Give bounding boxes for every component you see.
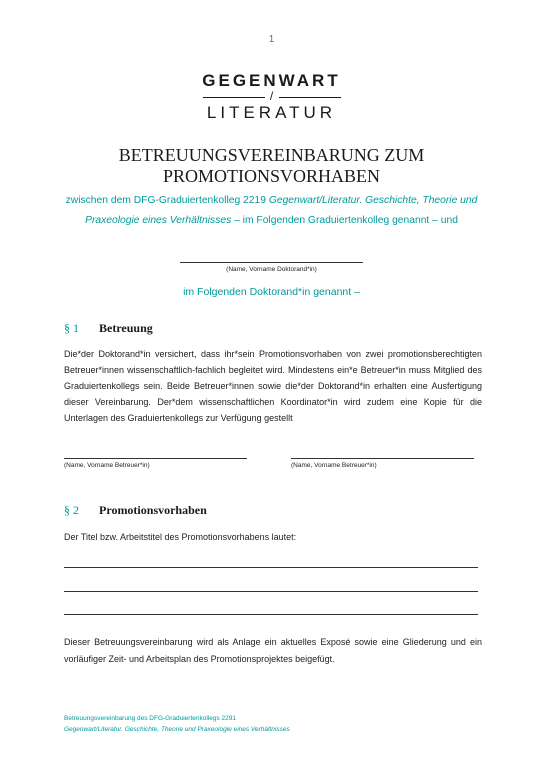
doktorand-signature-line [180, 262, 363, 263]
logo-line-2: LITERATUR [206, 103, 337, 122]
title-write-line-2 [64, 591, 478, 592]
logo-rule-right [279, 97, 341, 98]
footer-line-1: Betreuungsvereinbarung des DFG-Graduiertenkollegs 2291 [64, 715, 236, 722]
parties-subtitle [55, 191, 488, 230]
section-1-title: Betreuung [99, 321, 153, 335]
logo-separator [197, 91, 347, 103]
logo-line-1: GEGENWART [202, 71, 341, 90]
footer-line-2: Gegenwart/Literatur. Geschichte, Theorie und Praxeologie eines Verhältnisses [64, 726, 290, 733]
subtitle-part-1: zwischen dem DFG-Graduiertenkolleg 2219 [65, 195, 269, 206]
betreuer-2-signature-caption: (Name, Vorname Betreuer*in) [291, 462, 377, 469]
title-line-2: PROMOTIONSVORHABEN [162, 166, 381, 186]
footer [64, 713, 484, 735]
subtitle-part-2: – im Folgenden Graduiertenkolleg genannt – und [231, 214, 458, 226]
betreuer-1-signature-caption: (Name, Vorname Betreuer*in) [64, 462, 150, 469]
betreuer-1-signature-line [64, 458, 247, 459]
subtitle-kolleg-name: Gegenwart/Literatur. Geschichte, Theorie und Praxeologie eines Verhältnisses [85, 195, 478, 226]
section-2-title: Promotionsvorhaben [99, 503, 207, 517]
title-write-line-1 [64, 567, 478, 568]
section-1-heading [64, 321, 153, 336]
section-2-intro: Der Titel bzw. Arbeitstitel des Promotionsvorhabens lautet: [64, 532, 297, 542]
logo [0, 71, 543, 123]
logo-slash: / [269, 89, 274, 103]
betreuer-2-signature-line [291, 458, 474, 459]
document-title [0, 145, 543, 187]
section-2-heading [64, 503, 207, 518]
doktorand-signature-caption: (Name, Vorname Doktorand*in) [226, 266, 317, 273]
doktorand-designation: im Folgenden Doktorand*in genannt – [183, 286, 360, 298]
title-write-line-3 [64, 614, 478, 615]
section-2-number: § 2 [64, 503, 79, 517]
title-line-1: BETREUUNGSVEREINBARUNG ZUM [118, 145, 425, 165]
section-1-number: § 1 [64, 321, 79, 335]
section-1-text: Die*der Doktorand*in versichert, dass ihr*sein Promotionsvorhaben von zwei promotionsberechtigten Betreuer*innen wissenschaftlich-fachlich begleitet wird. Mindestens ein*e Betreuer*in muss Mitglied des Graduiertenkollegs sein. Beide Betreuer*innen sowie die*der Doktorand*in erhalten eine Ausfertigung dieser Vereinbarung. Der*dem wissenschaftlichen Koordinator*in wird zudem eine Kopie für die Unterlagen des Graduiertenkollegs zur Verfügung gestellt [64, 349, 482, 423]
section-2-closing: Dieser Betreuungsvereinbarung wird als Anlage ein aktuelles Exposé sowie eine Gliederung und ein vorläufiger Zeit- und Arbeitsplan des Promotionsprojektes beigefügt. [64, 637, 482, 664]
page-number: 1 [268, 34, 275, 45]
